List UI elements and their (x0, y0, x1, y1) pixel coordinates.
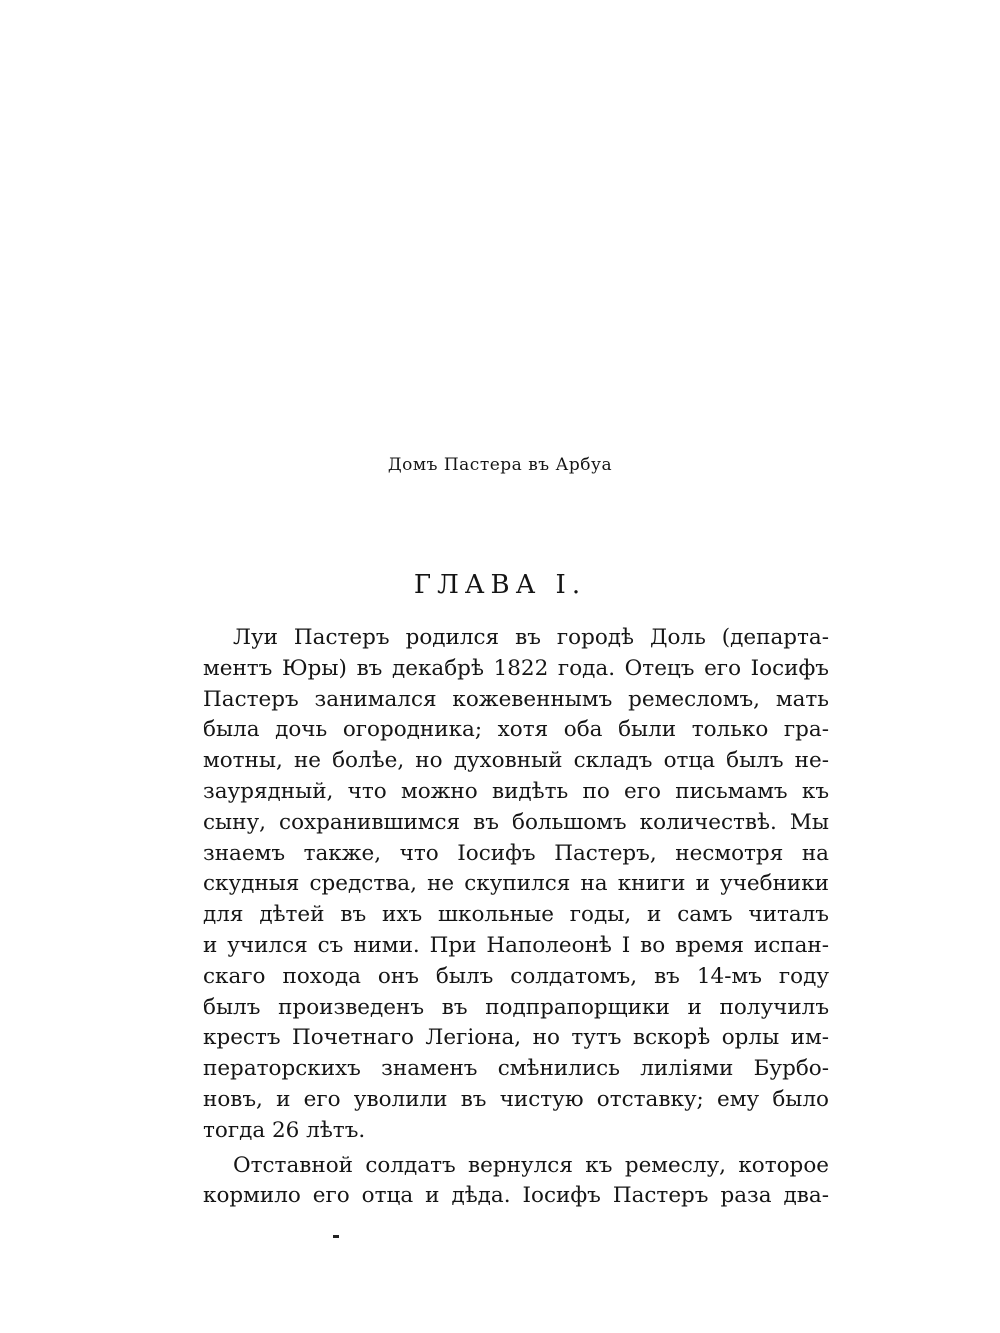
text-line: кормило его отца и дѣда. Iосифъ Пастеръ раза два- (203, 1183, 829, 1209)
text-line: и учился съ ними. При Наполеонѣ I во время испан- (203, 932, 829, 958)
text-line: была дочь огородника; хотя оба были только гра- (203, 717, 829, 743)
text-line: ператорскихъ знаменъ смѣнились лилiями Бурбо- (203, 1056, 829, 1082)
chapter-title: ГЛАВА I. (413, 570, 587, 600)
signature-mark (333, 1235, 339, 1238)
text-line: новъ, и его уволили въ чистую отставку; ему было (203, 1086, 829, 1112)
text-line: ментъ Юры) въ декабрѣ 1822 года. Отецъ его Iосифъ (203, 655, 829, 681)
body-text (203, 623, 829, 1212)
text-line: Пастеръ занимался кожевеннымъ ремесломъ, мать (203, 686, 829, 712)
text-line: Луи Пастеръ родился въ городѣ Доль (департа- (233, 625, 829, 650)
text-line: былъ произведенъ въ подпрапорщики и получилъ (203, 994, 829, 1020)
text-line: для дѣтей въ ихъ школьные годы, и самъ читалъ (203, 902, 829, 928)
text-line: тогда 26 лѣтъ. (203, 1117, 366, 1143)
text-line: скаго похода онъ былъ солдатомъ, въ 14-мъ году (203, 963, 829, 989)
text-line: скудныя средства, не скупился на книги и учебники (203, 871, 829, 897)
illustration-caption: Домъ Пастера въ Арбуа (387, 455, 613, 475)
text-line: Отставной солдатъ вернулся къ ремеслу, которое (233, 1152, 829, 1178)
text-line: крестъ Почетнаго Легiона, но тутъ вскорѣ орлы им- (203, 1025, 829, 1051)
text-line: заурядный, что можно видѣть по его письмамъ къ (203, 778, 829, 804)
text-line: мотны, не болѣе, но духовный складъ отца былъ не- (203, 748, 829, 774)
text-line: сыну, сохранившимся въ большомъ количествѣ. Мы (203, 809, 829, 835)
text-line: знаемъ также, что Iосифъ Пастеръ, несмотря на (203, 840, 829, 866)
